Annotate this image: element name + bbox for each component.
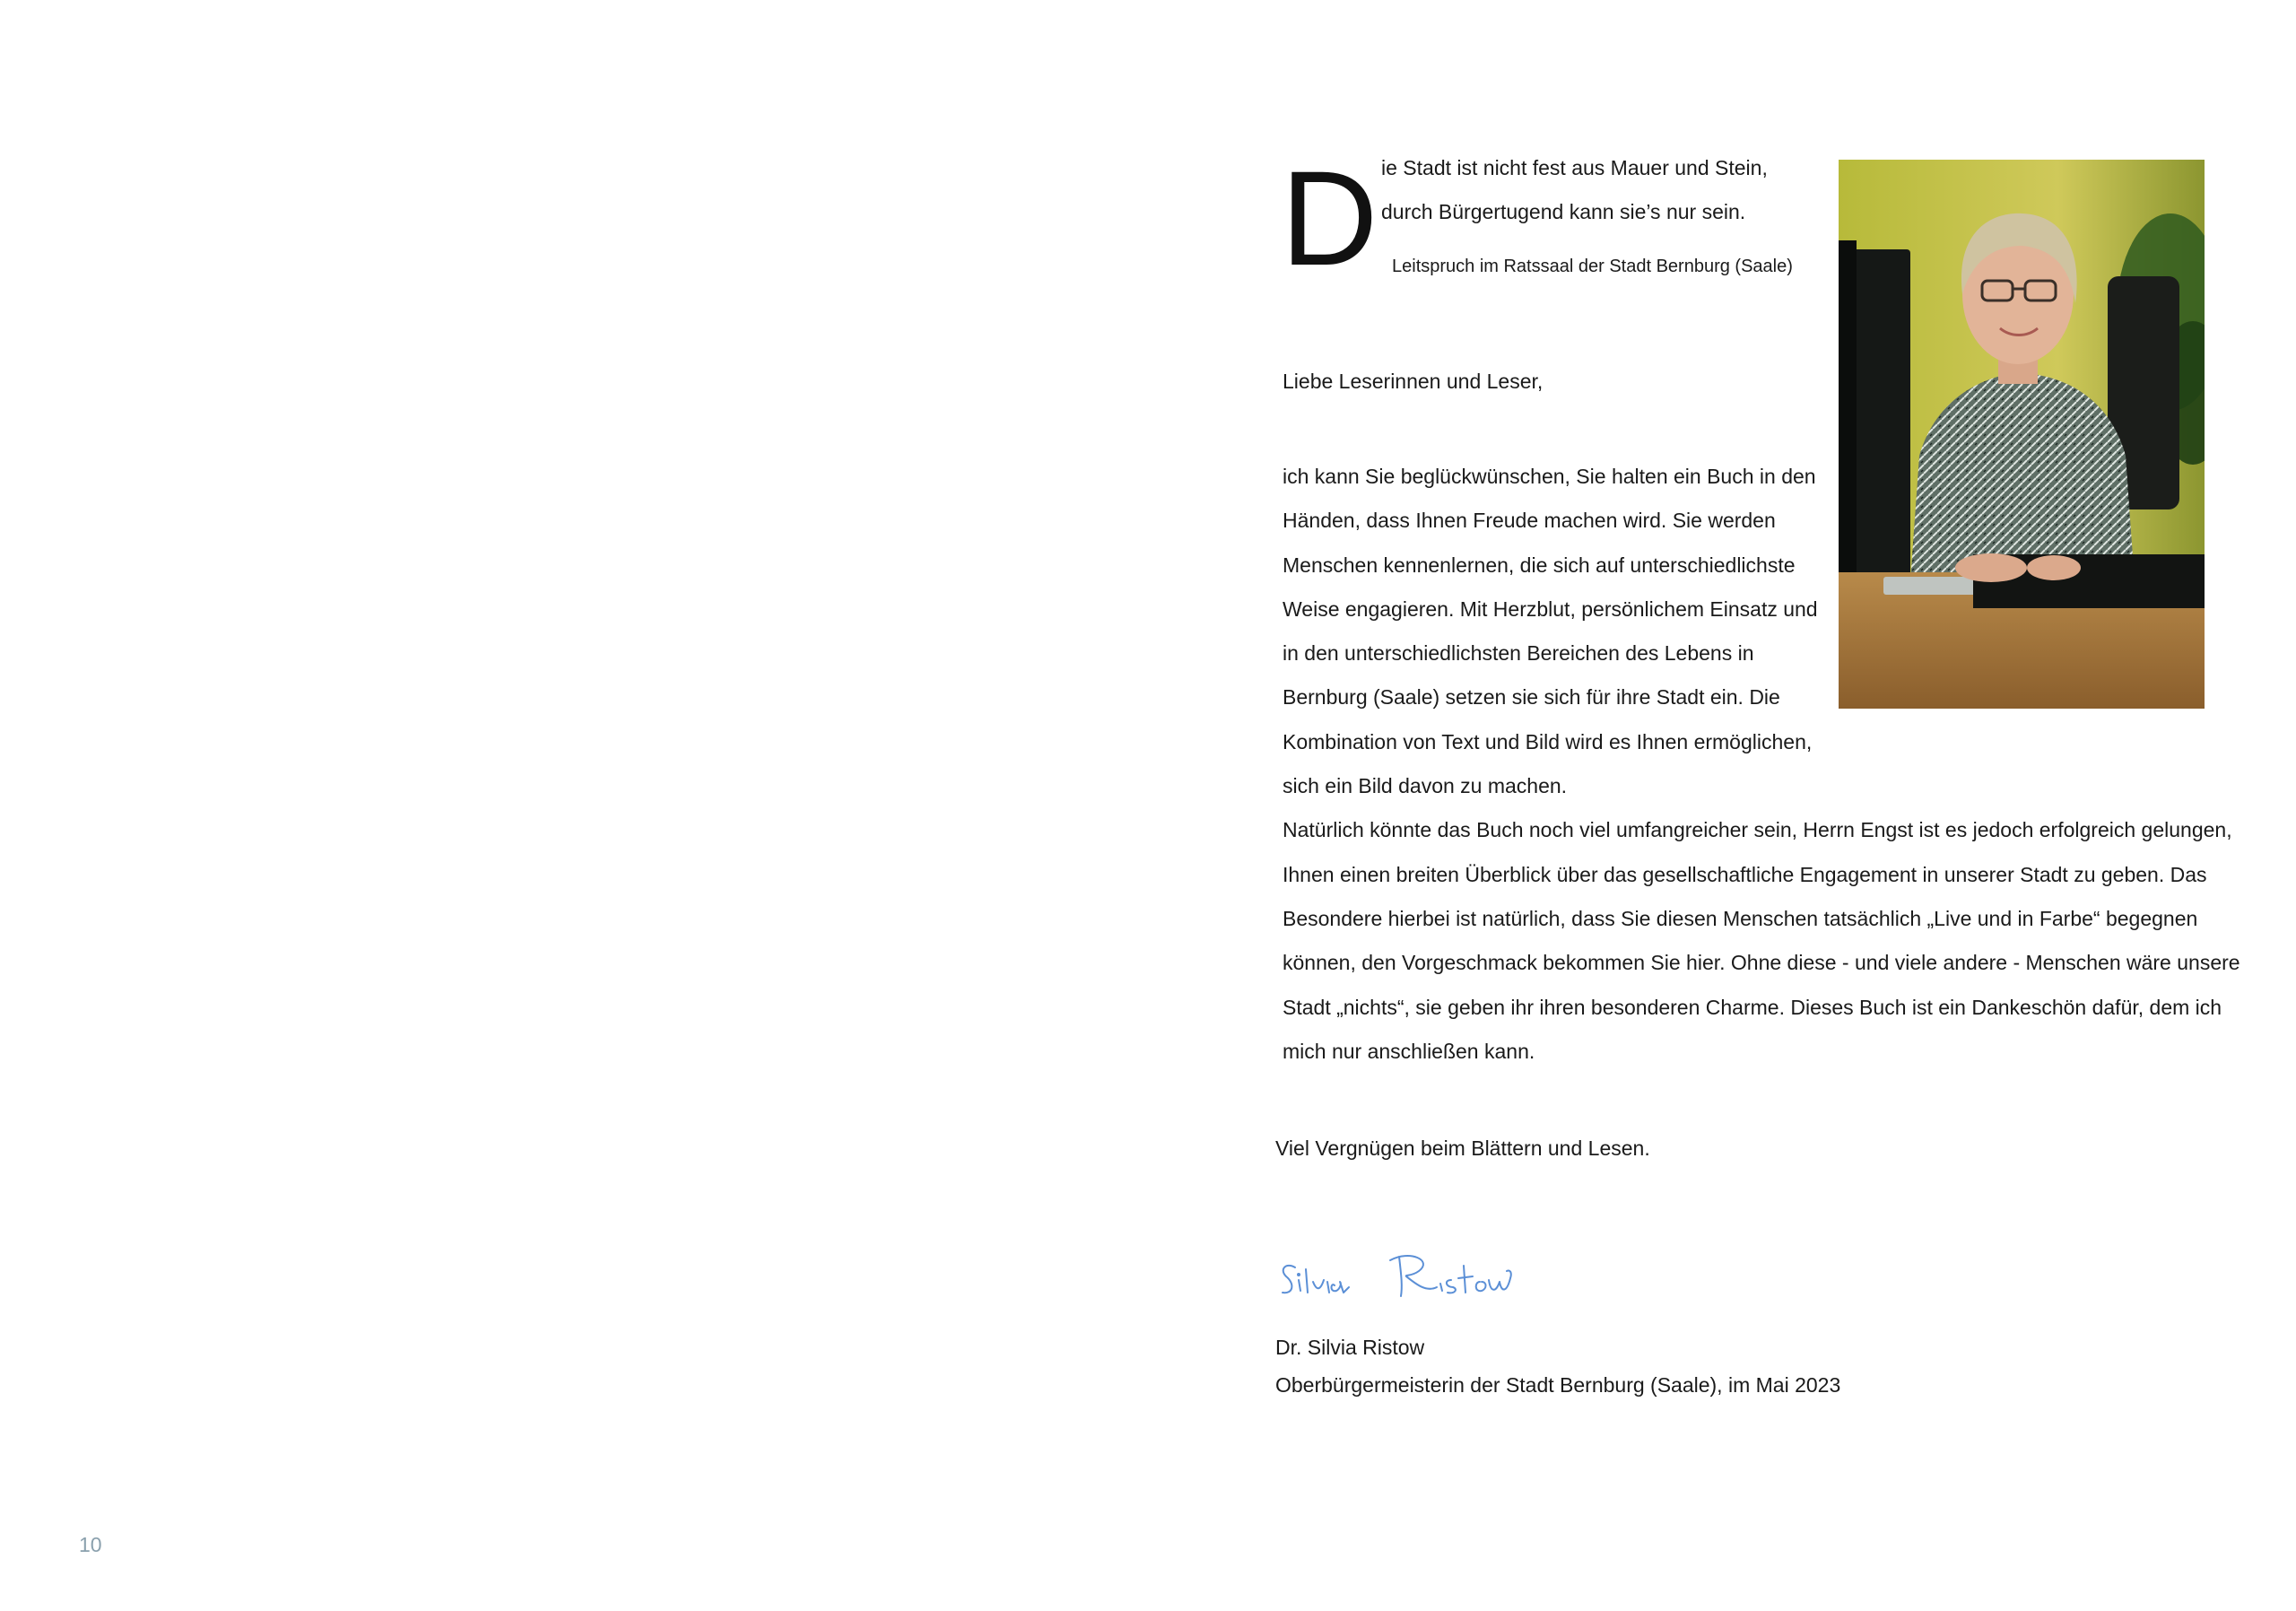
body-line: Bernburg (Saale) setzen sie sich für ihre Stadt ein. Die	[1283, 685, 1780, 710]
body-line: Ihnen einen breiten Überblick über das gesellschaftliche Engagement in unserer Stadt zu geben. Das	[1283, 862, 2207, 886]
page-number: 10	[79, 1533, 102, 1556]
body-line: Menschen kennenlernen, die sich auf unterschiedlichste	[1283, 553, 1796, 577]
closing-line: Viel Vergnügen beim Blättern und Lesen.	[1275, 1136, 1650, 1160]
body-line: Kombination von Text und Bild wird es Ihnen ermöglichen,	[1283, 729, 1813, 753]
quote-line-1: ie Stadt ist nicht fest aus Mauer und Stein,	[1381, 156, 1768, 179]
body-line: Natürlich könnte das Buch noch viel umfangreicher sein, Herrn Engst ist es jedoch erfolgreich gelungen,	[1283, 818, 2232, 842]
body-line: Stadt „nichts“, sie geben ihr ihren besonderen Charme. Dieses Buch ist ein Dankeschön dafür, dem ich	[1283, 995, 2222, 1019]
drop-cap: D	[1281, 143, 1378, 293]
quote-block	[1281, 143, 1837, 294]
quote-line-2: durch Bürgertugend kann sie’s nur sein.	[1381, 200, 1746, 223]
body-line: mich nur anschließen kann.	[1283, 1039, 1535, 1063]
portrait-photo	[1839, 160, 2205, 709]
signer-title: Oberbürgermeisterin der Stadt Bernburg (Saale), im Mai 2023	[1275, 1373, 1841, 1397]
body-line: Händen, dass Ihnen Freude machen wird. Sie werden	[1283, 509, 1776, 533]
body-line: sich ein Bild davon zu machen.	[1283, 774, 1568, 798]
body-line: Weise engagieren. Mit Herzblut, persönlichem Einsatz und	[1283, 597, 1818, 621]
body-line: ich kann Sie beglückwünschen, Sie halten ein Buch in den	[1283, 465, 1816, 488]
signer-name: Dr. Silvia Ristow	[1275, 1336, 1425, 1359]
handwritten-signature	[1275, 1242, 1535, 1314]
quote-source: Leitspruch im Ratssaal der Stadt Bernburg (Saale)	[1392, 257, 1793, 276]
body-line: können, den Vorgeschmack bekommen Sie hier. Ohne diese - und viele andere - Menschen wäre unsere	[1283, 951, 2240, 975]
greeting: Liebe Leserinnen und Leser,	[1283, 370, 1544, 393]
body-line: in den unterschiedlichsten Bereichen des Lebens in	[1283, 641, 1754, 666]
body-line: Besondere hierbei ist natürlich, dass Sie diesen Menschen tatsächlich „Live und in Farbe“ begegnen	[1283, 906, 2198, 930]
